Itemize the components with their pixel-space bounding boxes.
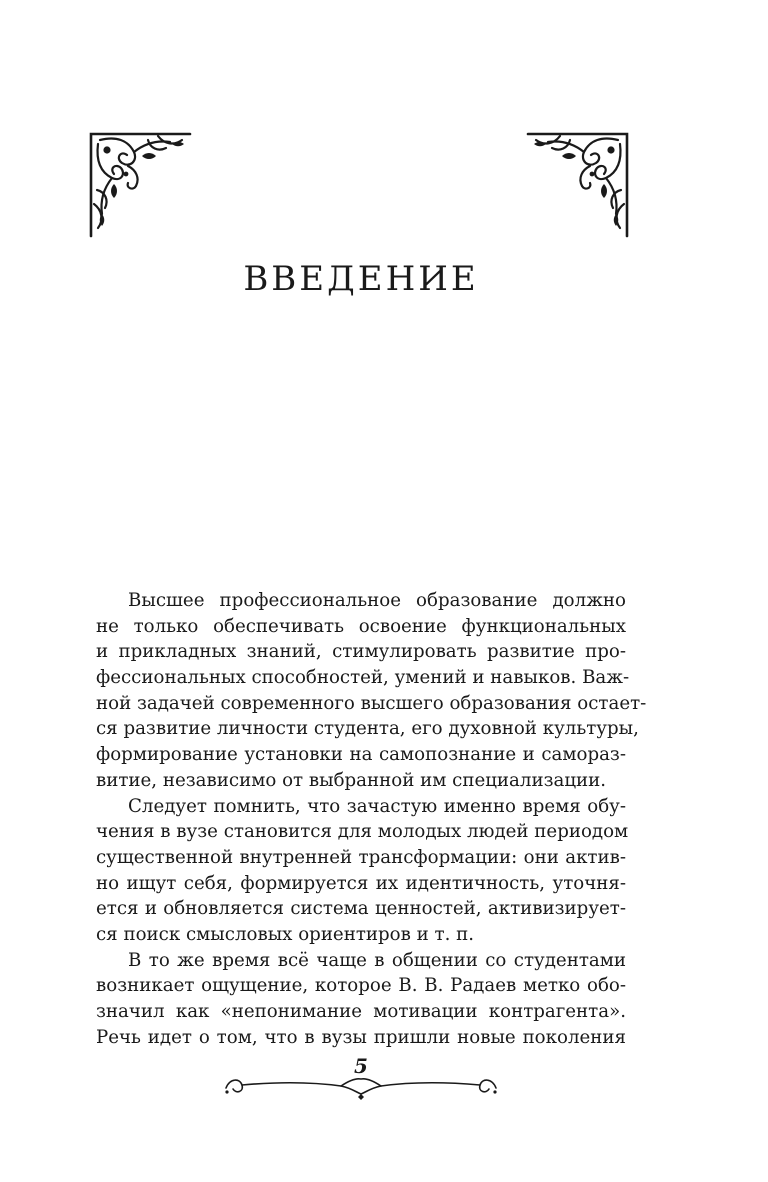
- paragraph: [96, 588, 647, 794]
- text-line: возникает ощущение, которое В. В. Радаев метко обо-: [96, 975, 626, 997]
- text-line: ной задачей современного высшего образования остает-: [96, 692, 647, 714]
- text-line: ется и обновляется система ценностей, активизирует-: [96, 898, 626, 920]
- page-number: 5: [354, 1054, 368, 1078]
- text-line: формирование установки на самопознание и самораз-: [96, 744, 626, 766]
- text-line: и прикладных знаний, стимулировать развитие про-: [96, 641, 626, 663]
- text-line: витие, независимо от выбранной им специализации.: [96, 769, 607, 791]
- chapter-title: ВВЕДЕНИЕ: [243, 258, 479, 299]
- body-text: [96, 588, 647, 1050]
- text-line: ся развитие личности студента, его духовной культуры,: [96, 718, 639, 740]
- text-line: существенной внутренней трансформации: они актив-: [96, 846, 626, 868]
- text-line: Речь идет о том, что в вузы пришли новые поколения: [96, 1026, 626, 1048]
- text-line: чения в вузе становится для молодых людей периодом: [96, 821, 629, 843]
- corner-ornament-top-left-icon: [88, 130, 192, 238]
- text-line: ся поиск смысловых ориентиров и т. п.: [96, 923, 475, 945]
- text-line: Высшее профессиональное образование должно: [128, 590, 626, 611]
- paragraph: [96, 794, 629, 948]
- text-line: не только обеспечивать освоение функциональных: [96, 615, 626, 637]
- text-line: значил как «непонимание мотивации контрагента».: [96, 1001, 626, 1022]
- corner-ornament-top-right-icon: [526, 130, 630, 238]
- text-line: В то же время всё чаще в общении со студентами: [128, 949, 626, 971]
- paragraph: [96, 948, 626, 1051]
- footer-flourish-icon: [216, 1072, 506, 1100]
- text-line: Следует помнить, что зачастую именно время обу-: [128, 795, 626, 817]
- text-line: но ищут себя, формируется их идентичность, уточня-: [96, 872, 626, 894]
- text-line: фессиональных способностей, умений и навыков. Важ-: [96, 667, 630, 689]
